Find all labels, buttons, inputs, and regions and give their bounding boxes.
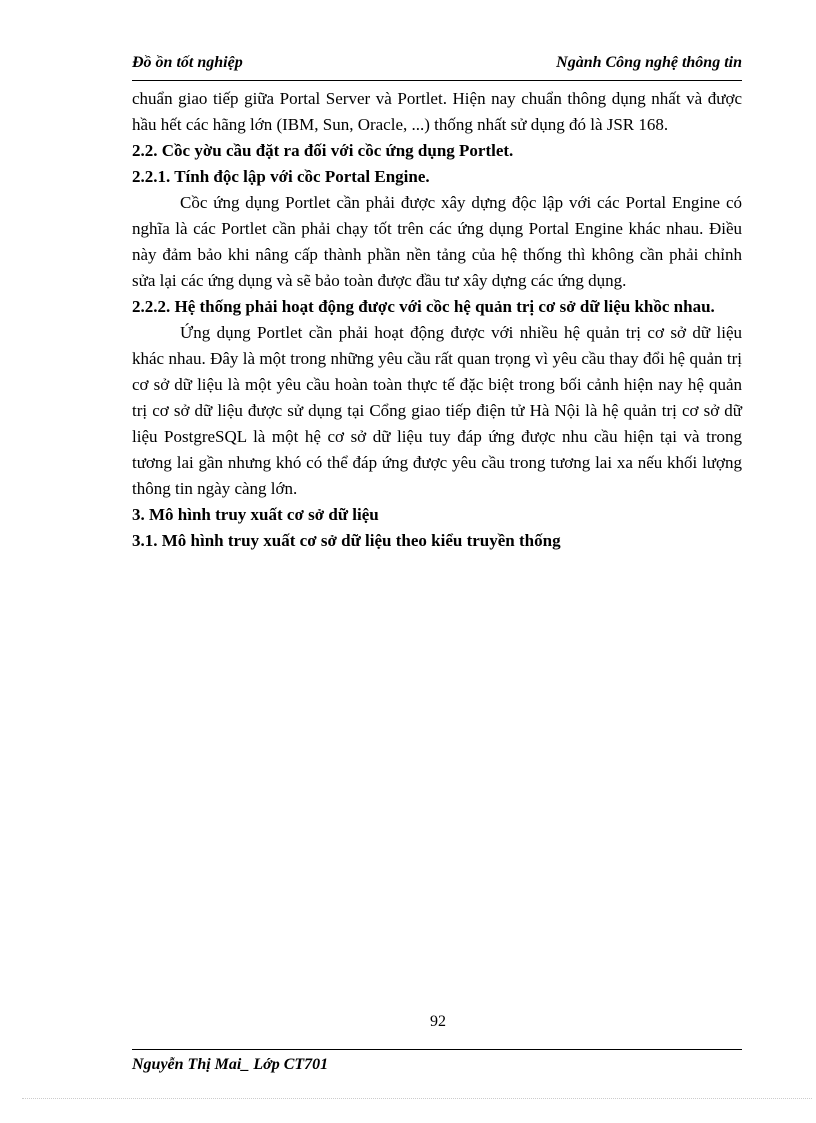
paragraph-2-2-1: Cồc ứng dụng Portlet cần phải được xây dựng độc lập với các Portal Engine có nghĩa là các Portlet cần phải chạy tốt trên các ứng dụng Portal Engine khác nhau. Điều này đảm bảo khi nâng cấp thành phần nền tảng của hệ thống thì không cần phải chỉnh sửa lại các ứng dụng và sẽ bảo toàn được đầu tư xây dựng các ứng dụng. bbox=[132, 193, 742, 290]
page-content bbox=[132, 86, 742, 554]
heading-2-2-2: 2.2.2. Hệ thống phải hoạt động được với cồc hệ quản trị cơ sở dữ liệu khồc nhau. bbox=[132, 297, 715, 316]
header-right-title: Ngành Công nghệ thông tin bbox=[556, 54, 742, 71]
page-number: 92 bbox=[430, 1013, 446, 1030]
footer-author: Nguyễn Thị Mai_ Lớp CT701 bbox=[132, 1056, 329, 1073]
page-header bbox=[132, 50, 742, 81]
heading-2-2-1: 2.2.1. Tính độc lập với cồc Portal Engine. bbox=[132, 167, 430, 186]
page-edge-divider bbox=[22, 1098, 812, 1099]
heading-3-1: 3.1. Mô hình truy xuất cơ sở dữ liệu theo kiểu truyền thống bbox=[132, 531, 561, 550]
paragraph-2-2-2: Ứng dụng Portlet cần phải hoạt động được với nhiều hệ quản trị cơ sở dữ liệu khác nhau. Đây là một trong những yêu cầu rất quan trọng vì yêu cầu thay đổi hệ quản trị cơ sở dữ liệu là một yêu cầu hoàn toàn thực tế đặc biệt trong bối cảnh hiện nay hệ quản trị cơ sở dữ liệu được sử dụng tại Cổng giao tiếp điện tử Hà Nội là hệ quản trị cơ sở dữ liệu PostgreSQL là một hệ cơ sở dữ liệu tuy đáp ứng được nhu cầu hiện tại và trong tương lai gần nhưng khó có thể đáp ứng được yêu cầu trong tương lai xa nếu khối lượng thông tin ngày càng lớn. bbox=[132, 323, 742, 498]
paragraph-intro: chuẩn giao tiếp giữa Portal Server và Portlet. Hiện nay chuẩn thông dụng nhất và được hầu hết các hãng lớn (IBM, Sun, Oracle, ...) thống nhất sử dụng đó là JSR 168. bbox=[132, 89, 742, 134]
page-footer bbox=[132, 1049, 742, 1073]
heading-2-2: 2.2. Cồc yờu cầu đặt ra đối với cồc ứng dụng Portlet. bbox=[132, 141, 514, 160]
heading-3: 3. Mô hình truy xuất cơ sở dữ liệu bbox=[132, 505, 379, 524]
header-left-title: Đồ ồn tốt nghiệp bbox=[132, 54, 243, 71]
